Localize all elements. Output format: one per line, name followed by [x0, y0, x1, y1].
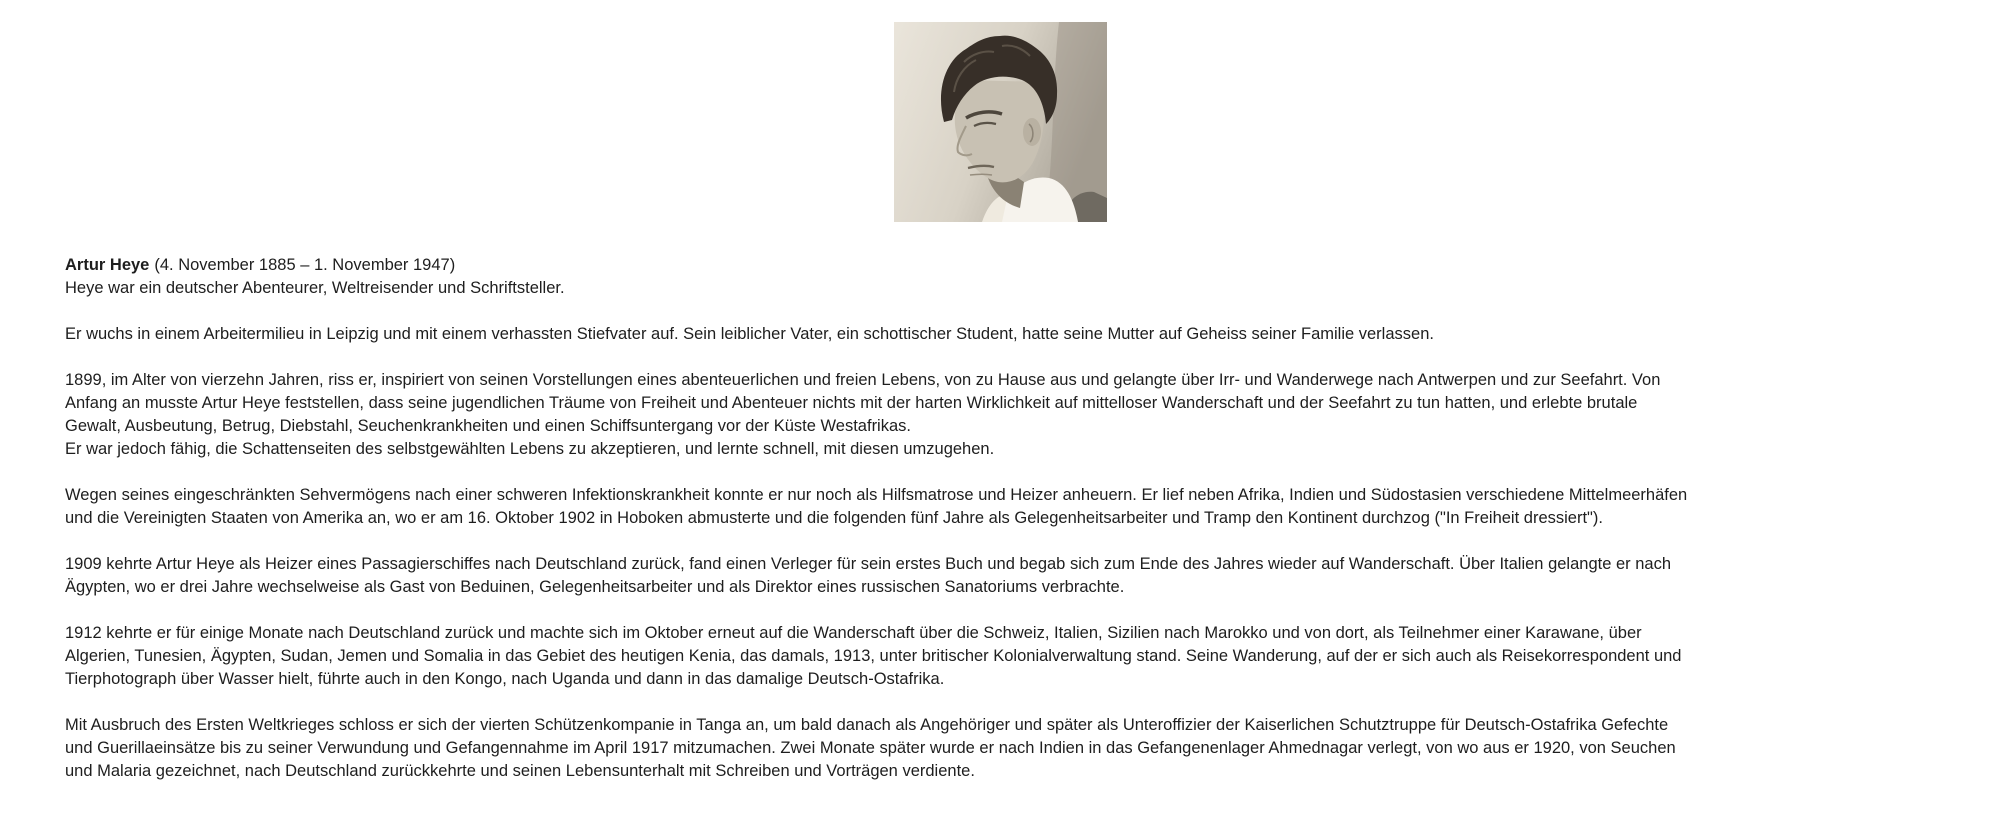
- text-line: und Malaria gezeichnet, nach Deutschland zurückkehrte und seinen Lebensunterhalt mit Schreiben und Vorträgen verdiente.: [65, 762, 975, 780]
- text-line: Wegen seines eingeschränkten Sehvermögens nach einer schweren Infektionskrankheit konnte er nur noch als Hilfsmatrose und Heizer anheuern. Er lief neben Afrika, Indien und Südostasien verschiedene Mittelmeerhäfen: [65, 486, 1688, 504]
- person-name: Artur Heye: [65, 256, 150, 274]
- portrait-illustration: [894, 22, 1107, 222]
- portrait-photo: [894, 22, 1107, 222]
- biography-text: [0, 222, 2000, 783]
- text-line: Gewalt, Ausbeutung, Betrug, Diebstahl, Seuchenkrankheiten und einen Schiffsuntergang vor der Küste Westafrikas.: [65, 417, 911, 435]
- paragraph: [65, 714, 1950, 783]
- text-line: 1909 kehrte Artur Heye als Heizer eines Passagierschiffes nach Deutschland zurück, fand einen Verleger für sein erstes Buch und begab sich zum Ende des Jahres wieder auf Wanderschaft. Über Italien gelangte er nach: [65, 555, 1671, 573]
- biography-page: [0, 22, 2000, 822]
- text-line: Ägypten, wo er drei Jahre wechselweise als Gast von Beduinen, Gelegenheitsarbeiter und als Direktor eines russischen Sanatoriums verbrachte.: [65, 578, 1125, 596]
- text-line: und Guerillaeinsätze bis zu seiner Verwundung und Gefangennahme im April 1917 mitzumachen. Zwei Monate später wurde er nach Indien in das Gefangenenlager Ahmednagar verlegt, von wo aus er 1920, von Seuchen: [65, 739, 1676, 757]
- text-line: und die Vereinigten Staaten von Amerika an, wo er am 16. Oktober 1902 in Hoboken abmusterte und die folgenden fünf Jahre als Gelegenheitsarbeiter und Tramp den Kontinent durchzog ("In Freiheit dressiert").: [65, 509, 1603, 527]
- text-line: Er war jedoch fähig, die Schattenseiten des selbstgewählten Lebens zu akzeptieren, und lernte schnell, mit diesen umzugehen.: [65, 440, 995, 458]
- text-line: 1912 kehrte er für einige Monate nach Deutschland zurück und machte sich im Oktober erneut auf die Wanderschaft über die Schweiz, Italien, Sizilien nach Marokko und von dort, als Teilnehmer einer Karawane, über: [65, 624, 1642, 642]
- text-line: Er wuchs in einem Arbeitermilieu in Leipzig und mit einem verhassten Stiefvater auf. Sein leiblicher Vater, ein schottischer Student, hatte seine Mutter auf Geheiss seiner Familie verlassen.: [65, 325, 1434, 343]
- subtitle-line: Heye war ein deutscher Abenteurer, Weltreisender und Schriftsteller.: [65, 279, 565, 297]
- paragraph: [65, 622, 1950, 691]
- paragraph: [65, 484, 1950, 530]
- ear: [1023, 118, 1041, 146]
- paragraph: [65, 369, 1950, 461]
- text-line: Algerien, Tunesien, Ägypten, Sudan, Jemen und Somalia in das Gebiet des heutigen Kenia, das damals, 1913, unter britischer Kolonialverwaltung stand. Seine Wanderung, auf der er sich auch als Reisekorrespondent und: [65, 647, 1682, 665]
- header-block: [65, 254, 1950, 300]
- paragraph: [65, 553, 1950, 599]
- biography-paragraphs: [65, 323, 1950, 783]
- life-dates: (4. November 1885 – 1. November 1947): [154, 256, 456, 274]
- text-line: Tierphotograph über Wasser hielt, führte auch in den Kongo, nach Uganda und dann in das damalige Deutsch-Ostafrika.: [65, 670, 945, 688]
- text-line: Anfang an musste Artur Heye feststellen, dass seine jugendlichen Träume von Freiheit und Abenteuer nichts mit der harten Wirklichkeit auf mittelloser Wanderschaft und der Seefahrt zu tun hatten, und erlebte brutale: [65, 394, 1638, 412]
- title-line: [65, 254, 1950, 277]
- text-line: 1899, im Alter von vierzehn Jahren, riss er, inspiriert von seinen Vorstellungen eines abenteuerlichen und freien Lebens, von zu Hause aus und gelangte über Irr- und Wanderwege nach Antwerpen und zur Seefahrt. Von: [65, 371, 1661, 389]
- paragraph: [65, 323, 1950, 346]
- chin-shadow-line: [970, 174, 992, 175]
- text-line: Mit Ausbruch des Ersten Weltkrieges schloss er sich der vierten Schützenkompanie in Tanga an, um bald danach als Angehöriger und später als Unteroffizier der Kaiserlichen Schutztruppe für Deutsch-Ostafrika Gefechte: [65, 716, 1669, 734]
